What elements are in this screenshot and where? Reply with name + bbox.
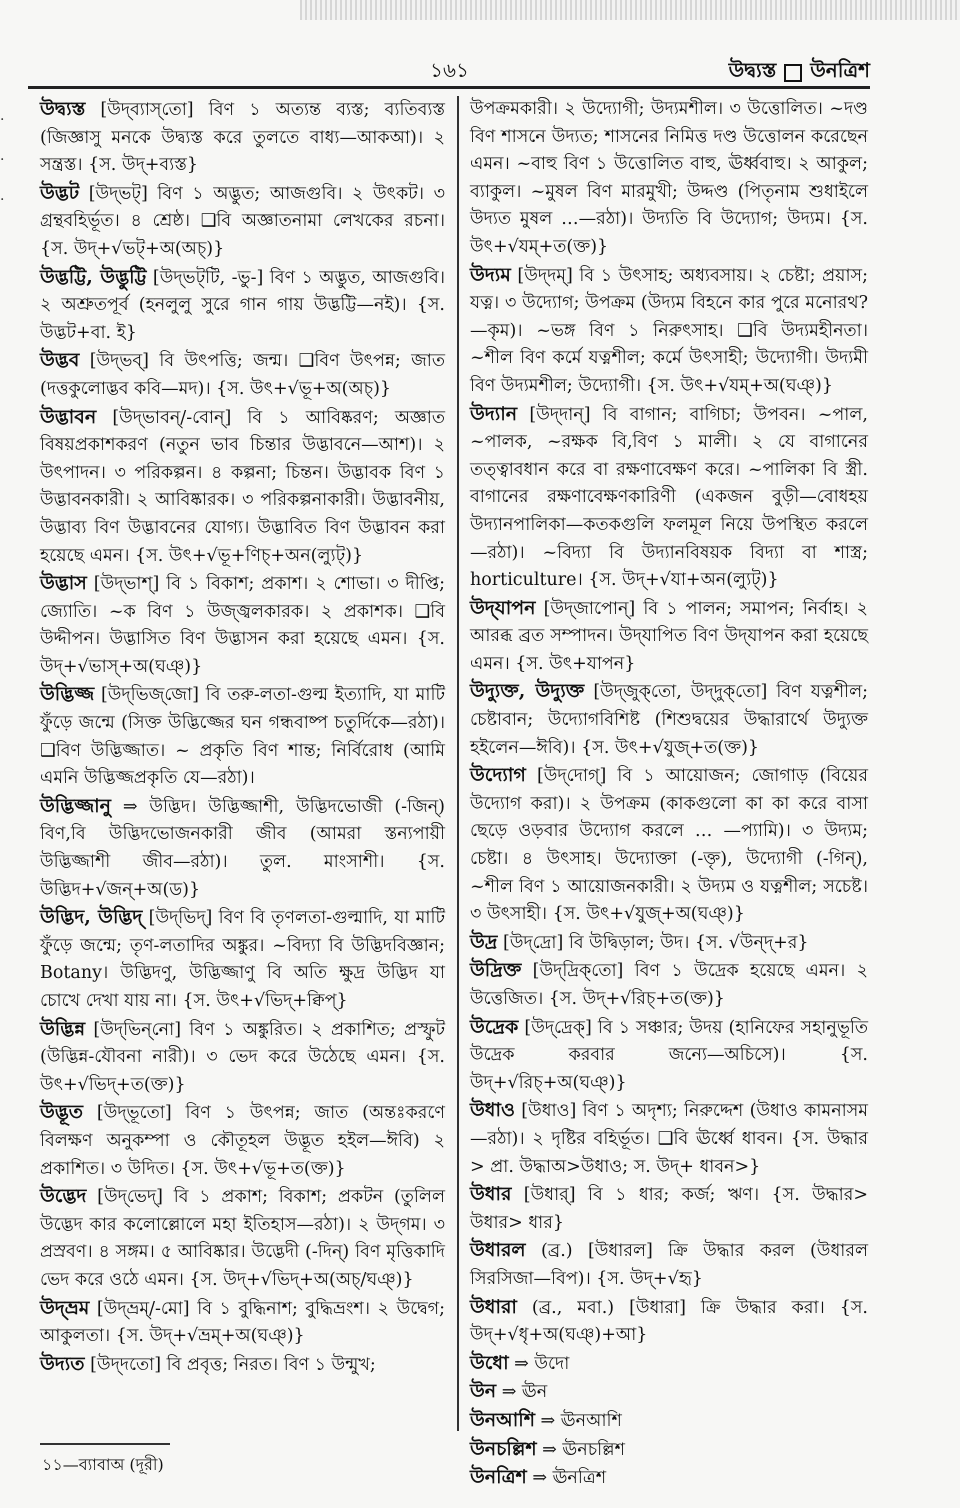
headword: উনচল্লিশ	[470, 1437, 537, 1460]
headword: উধার	[470, 1183, 512, 1206]
dictionary-entry	[470, 1237, 868, 1293]
headword: উদ্ভব	[40, 349, 80, 372]
entry-definition: [উদ্‌ভিদ্] বিণ বি তৃণলতা-গুল্মাদি, যা মাটি ফুঁড়ে জন্মে; তৃণ-লতাদির অঙ্কুর। ~বিদ্যা বি উদ্ভিদবিজ্ঞান; Botany। উদ্ভিদণু, উদ্ভিজ্জাণু বি অতি ক্ষুদ্র উদ্ভিদ যা চোখে দেখা যায় না। {স. উৎ+√ভিদ্‌+ক্বিপ্}	[40, 908, 445, 1011]
dictionary-entry	[40, 404, 445, 571]
footer-rule	[40, 1443, 170, 1445]
headword: উদ্ভূত	[40, 1101, 84, 1124]
entry-definition: [উদ্‌ভ্রম্/-মো] বি ১ বুদ্ধিনাশ; বুদ্ধিভ্রংশ। ২ উদ্বেগ; আকুলতা। {স. উদ্‌+√ভ্রম্‌+অ(ঘঞ্)}	[40, 1298, 445, 1347]
dictionary-entry	[470, 762, 868, 929]
page-number: ১৬১	[430, 58, 469, 82]
headword: উদ্ভিজ্জানু	[40, 794, 112, 817]
entry-definition: [উদ্‌ভিন্‌নো] বিণ ১ অঙ্কুরিত। ২ প্রকাশিত; প্রস্ফুট (উদ্ভিন্ন-যৌবনা নারী)। ৩ ভেদ করে উঠেছে এমন। {স. উৎ+√ভিদ্‌+ত(ক্ত)}	[40, 1019, 445, 1095]
entry-definition: ⇒ উদ্ভিদ। উদ্ভিজ্জাশী, উদ্ভিদভোজী (-জিন্) বিণ,বি উদ্ভিদভোজনকারী জীব (আমরা স্তন্যপায়ী উদ্ভিজ্জাশী জীব—রঠা)। তুল. মাংসাশী। {স. উদ্ভিদ+√জন্‌+অ(ড)}	[40, 796, 445, 900]
headword: উন	[470, 1380, 497, 1403]
left-column	[40, 96, 445, 1379]
entry-definition: [উদ্‌দোগ্] বি ১ আয়োজন; জোগাড় (বিয়ের উদ্যোগ করা)। ২ উপক্রম (কাকগুলো কা কা করে বাসা ছেড়ে ওড়বার উদ্যোগ করলে … —প্যামি)। ৩ উদ্যম; চেষ্টা। ৪ উৎসাহ। উদ্যোক্তা (-ক্তৃ), উদ্যোগী (-গিন্), ~শীল বিণ ১ আয়োজনকারী। ২ উদ্যম ও যত্নশীল; সচেষ্ট। ৩ উৎসাহী। {স. উৎ+√যুজ্‌+অ(ঘঞ্)}	[470, 766, 868, 925]
entry-definition: ⇒ ঊনচল্লিশ	[536, 1439, 625, 1460]
dictionary-entry	[470, 1097, 868, 1181]
entry-definition: [উদ্‌দম্] বি ১ উৎসাহ; অধ্যবসায়। ২ চেষ্টা; প্রয়াস; যত্ন। ৩ উদ্যোগ; উপক্রম (উদ্যম বিহনে কার পুরে মনোরথ?—কৃম)। ~ভঙ্গ বিণ ১ নিরুৎসাহ। ❑বি উদ্যমহীনতা। ~শীল বিণ কর্মে যত্নশীল; কর্মে উৎসাহী; উদ্যোগী। উদ্যমী বিণ উদ্যমশীল; উদ্যোগী। {স. উৎ+√যম্‌+অ(ঘঞ্)}	[470, 265, 868, 396]
headword: উনআশি	[470, 1408, 535, 1431]
right-column	[470, 96, 868, 1493]
headword: উদ্ভেদ	[40, 1185, 87, 1208]
headword: উদ্রিক্ত	[470, 959, 522, 982]
dictionary-entry	[40, 1295, 445, 1351]
dictionary-entry	[40, 347, 445, 403]
entry-definition: [উদ্‌দ্রিক্‌তো] বিণ ১ উদ্রেক হয়েছে এমন। ২ উত্তেজিত। {স. উদ্‌+√রিচ্‌+ত(ক্ত)}	[470, 961, 868, 1009]
footer-signature: ১১—ব্যাবাঅ (দূরী)	[42, 1455, 164, 1474]
dictionary-entry	[40, 1099, 445, 1183]
headword: উদ্যত	[40, 1352, 85, 1375]
dictionary-entry	[470, 1378, 868, 1407]
dictionary-entry	[470, 595, 868, 679]
entry-definition: [উদ্‌ভিজ্‌জো] বি তরু-লতা-গুল্ম ইত্যাদি, যা মাটি ফুঁড়ে জন্মে (সিক্ত উদ্ভিজ্জের ঘন গন্ধবাষ্প চতুর্দিকে—রঠা)। ❑বিণ উদ্ভিজ্জাত। ~ প্রকৃতি বিণ শান্ত; নির্বিরোধ (আমি এমনি উদ্ভিজ্জপ্রকৃতি যে—রঠা)।	[40, 685, 445, 789]
headword: উদ্ব্যস্ত	[40, 98, 86, 120]
entry-definition: [উদ্‌দান্] বি বাগান; বাগিচা; উপবন। ~পাল, ~পালক, ~রক্ষক বি,বিণ ১ মালী। ২ যে বাগানের তত্ত্বাবধান করে বা রক্ষণাবেক্ষণ করে। ~পালিকা বি স্ত্রী. বাগানের রক্ষণাবেক্ষণকারিণী (একজন বুড়ী—বোধহয় উদ্যানপালিকা—কতকগুলি ফলমূল নিয়ে উপস্থিত করলে—রঠা)। ~বিদ্যা বি উদ্যানবিষয়ক বিদ্যা বা শাস্ত্র; horticulture। {স. উদ্‌+√যা+অন(ল্যুট্)}	[470, 404, 868, 591]
entry-definition: [উদ্‌ভট্‌টি, -ভু-] বিণ ১ অদ্ভুত, আজগুবি। ২ অশ্রুতপূর্ব (হনলুলু সুরে গান গায় উদ্ভট্টি—নই)। {স. উদ্ভট+বা. ই}	[40, 267, 445, 343]
dictionary-entry	[40, 180, 445, 264]
dictionary-entry	[470, 262, 868, 401]
dictionary-entry	[40, 1016, 445, 1100]
headword: উধাও	[470, 1099, 515, 1122]
running-head-first: উদ্ব্যস্ত	[728, 58, 777, 82]
headword: উদ্ভট	[40, 181, 80, 204]
entry-definition: [উদ্‌জুক্‌তো, উদ্‌দুক্‌তো] বিণ যত্নশীল; চেষ্টাবান; উদ্যোগবিশিষ্ট (শিশুদ্বয়ের উদ্ধারার্থে উদ্যুক্ত হইলেন—ঈবি)। {স. উৎ+√যুজ্‌+ত(ক্ত)}	[470, 682, 868, 758]
headword: উনত্রিশ	[470, 1466, 527, 1489]
dictionary-entry	[470, 1181, 868, 1237]
dictionary-entry	[40, 264, 445, 348]
dictionary-entry	[470, 1014, 868, 1098]
page-header	[30, 56, 870, 86]
dictionary-entry	[40, 681, 445, 792]
scan-noise	[300, 0, 960, 20]
dictionary-entry	[470, 1464, 868, 1493]
dictionary-entry	[40, 793, 445, 904]
entry-definition: [উদ্‌দ্রো] বি উদ্বিড়াল; উদ। {স. √উন্দ্‌+র}	[497, 932, 809, 953]
entry-definition: [উধাও] বিণ ১ অদৃশ্য; নিরুদ্দেশ (উধাও কামনাসম—রঠা)। ২ দৃষ্টির বহির্ভূত। ❑বি ঊর্ধ্বে ধাবন। {স. উদ্ধার > প্রা. উদ্ধাঅ>উধাও; স. উদ্‌+ ধাবন>}	[470, 1101, 868, 1177]
running-head	[729, 56, 870, 89]
dictionary-entry	[470, 1407, 868, 1436]
dictionary-entry	[40, 1183, 445, 1294]
entry-definition: [উদ্‌জাপোন্] বি ১ পালন; সমাপন; নির্বাহ। ২ আরব্ধ ব্রত সম্পাদন। উদ্‌যাপিত বিণ উদ্‌যাপন করা হয়েছে এমন। {স. উৎ+যাপন}	[470, 598, 868, 674]
dictionary-entry	[40, 904, 445, 1015]
entry-definition: [উদ্‌দতো] বি প্রবৃত্ত; নিরত। বিণ ১ উন্মুখ;	[84, 1354, 376, 1375]
entry-definition: [উদ্‌ভূতো] বিণ ১ উৎপন্ন; জাত (অন্তঃকরণে বিলক্ষণ অনুকম্পা ও কৌতূহল উদ্ভূত হইল—ঈবি) ২ প্রকাশিত। ৩ উদিত। {স. উৎ+√ভূ+ত(ক্ত)}	[40, 1103, 445, 1179]
headword: উধারা	[470, 1295, 517, 1318]
headword: উদ্ভিন্ন	[40, 1017, 86, 1040]
entry-definition: (ব্র.) [উধারল] ক্রি উদ্ধার করল (উধারল সিরসিজা—বিপ)। {স. উদ্‌+√হৃ}	[470, 1241, 868, 1289]
entry-definition: ⇒ ঊন	[496, 1382, 548, 1403]
column-divider	[457, 96, 459, 1431]
entry-definition: [উধার্] বি ১ ধার; কর্জ; ঋণ। {স. উদ্ধার> উধার> ধার}	[470, 1185, 868, 1233]
entry-definition: উপক্রমকারী। ২ উদ্যোগী; উদ্যমশীল। ৩ উত্তোলিত। ~দণ্ড বিণ শাসনে উদ্যত; শাসনের নিমিত্ত দণ্ড উত্তোলন করেছেন এমন। ~বাহু বিণ ১ উত্তোলিত বাহু, ঊর্ধ্ববাহু। ২ আকুল; ব্যাকুল। ~মুষল বিণ মারমুখী; উদ্দণ্ড (পিতৃনাম শুধাইলে উদ্যত মুষল …—রঠা)। উদ্যতি বি উদ্যোগ; উদ্যম। {স. উৎ+√যম্‌+ত(ক্ত)}	[470, 99, 868, 257]
entry-definition: [উদ্‌দ্রেক্] বি ১ সঞ্চার; উদয় (হানিফের সহানুভূতি উদ্রেক করবার জন্যে—অচিসে)। {স. উদ্‌+√রিচ্‌+অ(ঘঞ্)}	[470, 1017, 868, 1093]
margin-marks: · · ·	[0, 112, 5, 208]
headword: উদ্‌ভ্রম	[40, 1296, 90, 1319]
headword: উদ্ভিদ, উদ্ভিদ্	[40, 906, 143, 929]
dictionary-entry	[470, 1436, 868, 1465]
entry-definition: ⇒ উদো	[508, 1353, 570, 1374]
headword: উদ্ভাবন	[40, 405, 97, 428]
entry-definition: [উদ্‌ভাশ্] বি ১ বিকাশ; প্রকাশ। ২ শোভা। ৩ দীপ্তি; জ্যোতি। ~ক বিণ ১ উজ্জ্বলকারক। ২ প্রকাশক। ❑বি উদ্দীপন। উদ্ভাসিত বিণ উদ্ভাসন করা হয়েছে এমন। {স. উদ্‌+√ভাস্‌+অ(ঘঞ্)}	[40, 574, 445, 677]
headword: উদ্ভাস	[40, 572, 87, 595]
dictionary-entry	[470, 929, 868, 958]
dictionary-entry	[40, 1351, 445, 1380]
dictionary-entry	[470, 678, 868, 762]
headword: উদ্ভট্টি, উদ্ভুট্টি	[40, 265, 147, 288]
headword: উধারল	[470, 1239, 526, 1262]
entry-definition: ⇒ ঊনত্রিশ	[526, 1468, 607, 1489]
headword: উধো	[470, 1351, 509, 1374]
headword: উদ্যোগ	[470, 764, 526, 787]
entry-definition: [উদ্‌ভব্] বি উৎপত্তি; জন্ম। ❑বিণ উৎপন্ন; জাত (দত্তকুলোদ্ভব কবি—মদ)। {স. উৎ+√ভূ+অ(অচ্)}	[40, 351, 445, 399]
headword: উদ্যান	[470, 402, 518, 425]
entry-definition: [উদ্‌ভট্] বিণ ১ অদ্ভুত; আজগুবি। ২ উৎকট। ৩ গ্রন্থবহির্ভূত। ৪ শ্রেষ্ঠ। ❑বি অজ্ঞাতনামা লেখকের রচনা। {স. উদ্‌+√ভট্‌+অ(অচ্)}	[40, 183, 445, 259]
headword: উদ্র	[470, 930, 498, 953]
dictionary-entry	[470, 401, 868, 595]
entry-definition: (ব্র., মবা.) [উধারা] ক্রি উদ্ধার করা। {স. উদ্‌+√ধৃ+অ(ঘঞ্)+আ}	[470, 1297, 868, 1346]
headword: উদ্যুক্ত, উদ্যুক্ত	[470, 680, 585, 703]
dictionary-entry	[40, 570, 445, 681]
dictionary-entry	[40, 96, 445, 180]
entry-definition: ⇒ ঊনআশি	[534, 1410, 622, 1431]
dictionary-entry	[470, 96, 868, 262]
running-head-last: উনত্রিশ	[810, 58, 870, 82]
dictionary-entry	[470, 1294, 868, 1350]
header-rule	[28, 86, 870, 89]
box-separator-icon	[784, 64, 802, 82]
entry-definition: [উদ্‌ভাবন্/-বোন্] বি ১ আবিষ্করণ; অজ্ঞাত বিষয়প্রকাশকরণ (নতুন ভাব চিন্তার উদ্ভাবনে—আশ)। ২ উৎপাদন। ৩ পরিকল্পন। ৪ কল্পনা; চিন্তন। উদ্ভাবক বিণ ১ উদ্ভাবনকারী। ২ আবিষ্কারক। ৩ পরিকল্পনাকারী। উদ্ভাবনীয়, উদ্ভাব্য বিণ উদ্ভাবনের যোগ্য। উদ্ভাবিত বিণ উদ্ভাবন করা হয়েছে এমন। {স. উৎ+√ভূ+ণিচ্‌+অন(ল্যুট্)}	[40, 407, 445, 566]
headword: উদ্যম	[470, 263, 511, 286]
headword: উদ্রেক	[470, 1015, 519, 1038]
headword: উদ্ভিজ্জ	[40, 683, 95, 706]
entry-definition: [উদ্‌ব্যাস্‌তো] বিণ ১ অত্যন্ত ব্যস্ত; ব্যতিব্যস্ত (জিজ্ঞাসু মনকে উদ্ব্যস্ত করে তুলতে বাধ্য—আকআ)। ২ সন্ত্রস্ত। {স. উদ্‌+ব্যস্ত}	[40, 100, 445, 176]
dictionary-entry	[470, 957, 868, 1013]
entry-definition: [উদ্‌ভেদ্] বি ১ প্রকাশ; বিকাশ; প্রকটন (তুলিল উদ্ভেদ কার কলোল্লোলে মহা ইতিহাস—রঠা)। ২ উদ্‌গম। ৩ প্রস্রবণ। ৪ সঙ্গম। ৫ আবিষ্কার। উদ্ভেদী (-দিন্) বিণ মৃত্তিকাদি ভেদ করে ওঠে এমন। {স. উদ্‌+√ভিদ্‌+অ(অচ্/ঘঞ্)}	[40, 1187, 445, 1290]
headword: উদ্‌যাপন	[470, 596, 536, 619]
dictionary-entry	[470, 1350, 868, 1379]
